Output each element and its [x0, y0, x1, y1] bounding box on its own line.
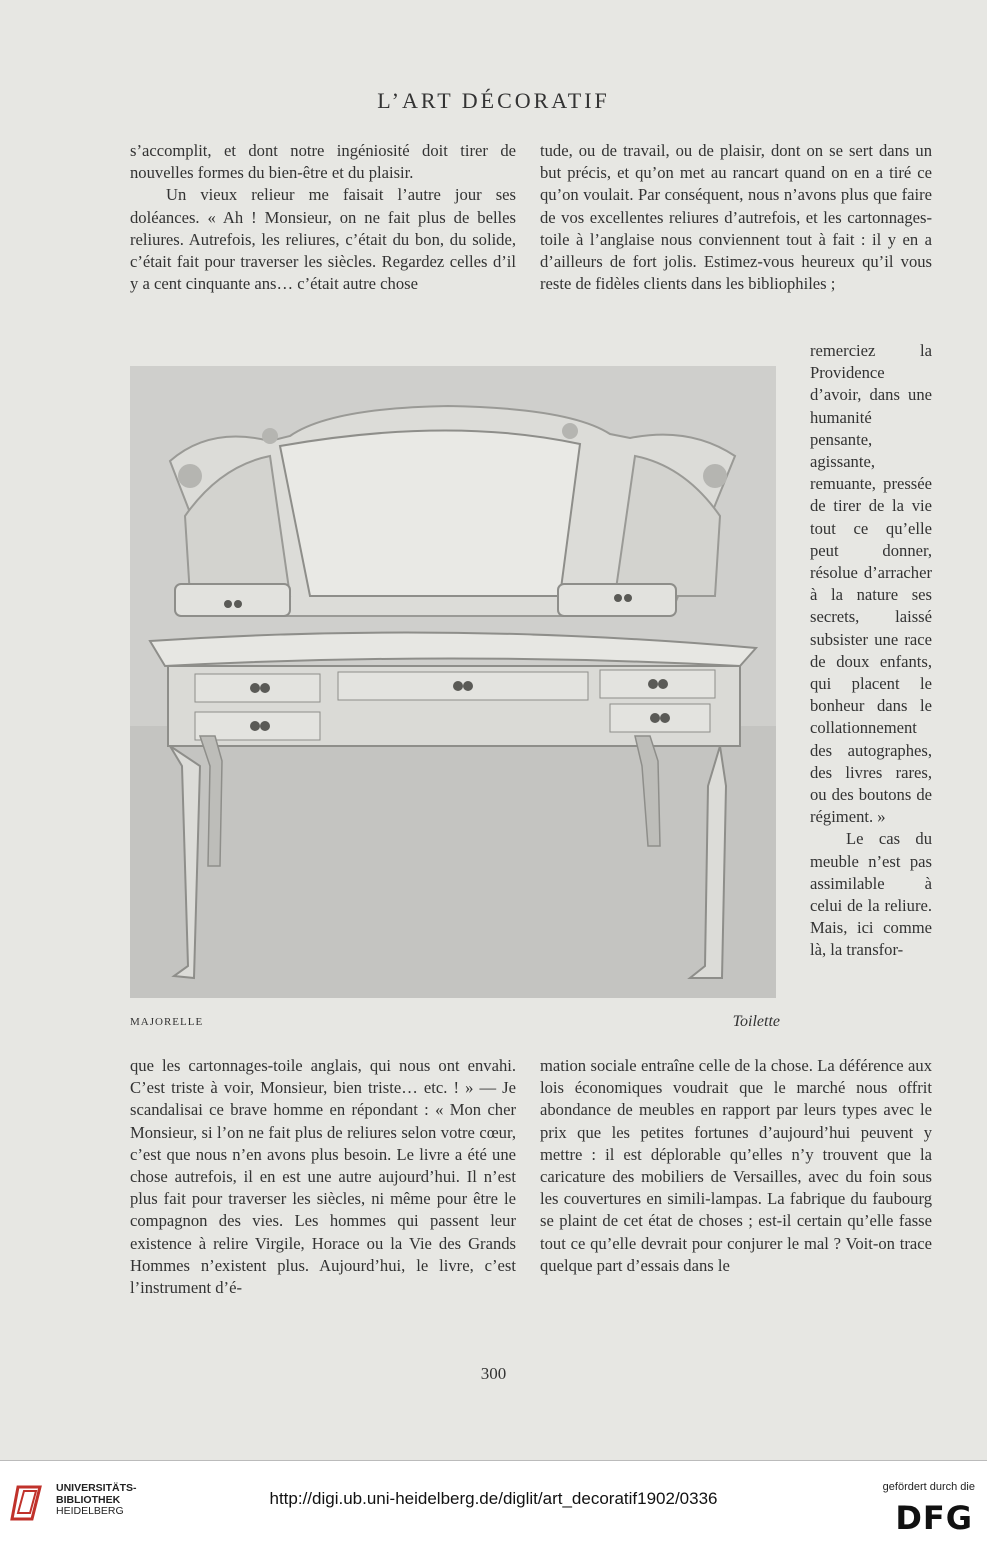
running-title: L’ART DÉCORATIF — [377, 88, 610, 113]
dfg-logo: DFG — [895, 1499, 973, 1537]
dressing-table-illustration — [130, 366, 776, 998]
funding-note: gefördert durch die — [882, 1481, 975, 1493]
digitization-footer — [0, 1460, 987, 1542]
right-column-bottom — [540, 1055, 932, 1277]
left-column-bottom — [130, 1055, 516, 1299]
paragraph: Un vieux relieur me faisait l’autre jour ses doléances. « Ah ! Monsieur, on ne fait plus de belles reliures. Autrefois, les reliures, c’était du bon, du solide, c’était fait pour traverser les siècles. Regardez celles d’il y a cent cinquante ans… c’était autre chose — [130, 185, 516, 294]
paragraph: tude, ou de travail, ou de plaisir, dont on se sert dans un but précis, et qu’on met au rancart quand on en a tiré ce qu’on voulait. Par conséquent, nous n’avons plus que faire de vos excellentes reliures d’autrefois, et les cartonnages-toile à l’anglaise nous conviennent tout à fait : il y en a d’ailleurs de fort jolis. Estimez-vous heureux qu’il vous reste de fidèles clients dans les bibliophiles ; — [540, 141, 932, 294]
paragraph: remerciez la Providence d’avoir, dans une humanité pensante, agissante, remuante, pressée de tirer de la vie tout ce qu’elle peut donner, résolue d’arracher à la nature ses secrets, laissé subsister une race de doux enfants, qui placent le bonheur dans le collationnement des autographes, des livres rares, ou des boutons de régiment. » — [810, 341, 932, 827]
side-column — [810, 340, 932, 962]
paragraph: que les cartonnages-toile anglais, qui nous ont envahi. C’est triste à voir, Monsieur, bien triste… etc. ! » — Je scandalisai ce brave homme en répondant : « Mon cher Monsieur, si l’on ne fait plus de reliures selon votre cœur, c’est que nous n’en avons plus besoin. Le livre a été une chose autrefois, il en est une autre aujourd’hui. Il n’est plus fait pour traverser les siècles, ni même pour être le compagnon des vies. Les hommes qui passent leur existence à relire Virgile, Horace ou la Vie des Grands Hommes n’existent plus. Aujourd’hui, le livre, c’est l’instrument d’é- — [130, 1056, 516, 1298]
left-column-top — [130, 140, 516, 295]
right-column-top — [540, 140, 932, 295]
page-number: 300 — [480, 1364, 507, 1383]
paragraph: mation sociale entraîne celle de la chose. La déférence aux lois économiques voudrait que le marché nous offrit abondance de meubles en rapport par leurs types avec le prix que les petites fortunes d’aujourd’hui peuvent y mettre : il est déplorable qu’elles n’y trouvent que la caricature des mobiliers de Versailles, avec du foin sous les couvertures en simili-lampas. La fabrique du faubourg se plaint de cet état de choses ; est-il certain qu’elle fasse tout ce qu’elle devrait pour conjurer le mal ? Voit-on trace quelque part d’essais dans le — [540, 1056, 932, 1275]
plate-caption-title: Toilette — [732, 1013, 780, 1030]
paragraph: Le cas du meuble n’est pas assimilable à celui de la reliure. Mais, ici comme là, la transfor- — [810, 829, 932, 960]
plate-caption-maker: MAJORELLE — [130, 1016, 204, 1028]
photo-plate-dressing-table — [130, 366, 776, 998]
source-url-link[interactable]: http://digi.ub.uni-heidelberg.de/diglit/art_decoratif1902/0336 — [269, 1489, 718, 1508]
institution-name: UNIVERSITÄTS- BIBLIOTHEK HEIDELBERG — [56, 1482, 137, 1517]
paragraph: s’accomplit, et dont notre ingéniosité doit tirer de nouvelles formes du bien-être et du plaisir. — [130, 141, 516, 183]
